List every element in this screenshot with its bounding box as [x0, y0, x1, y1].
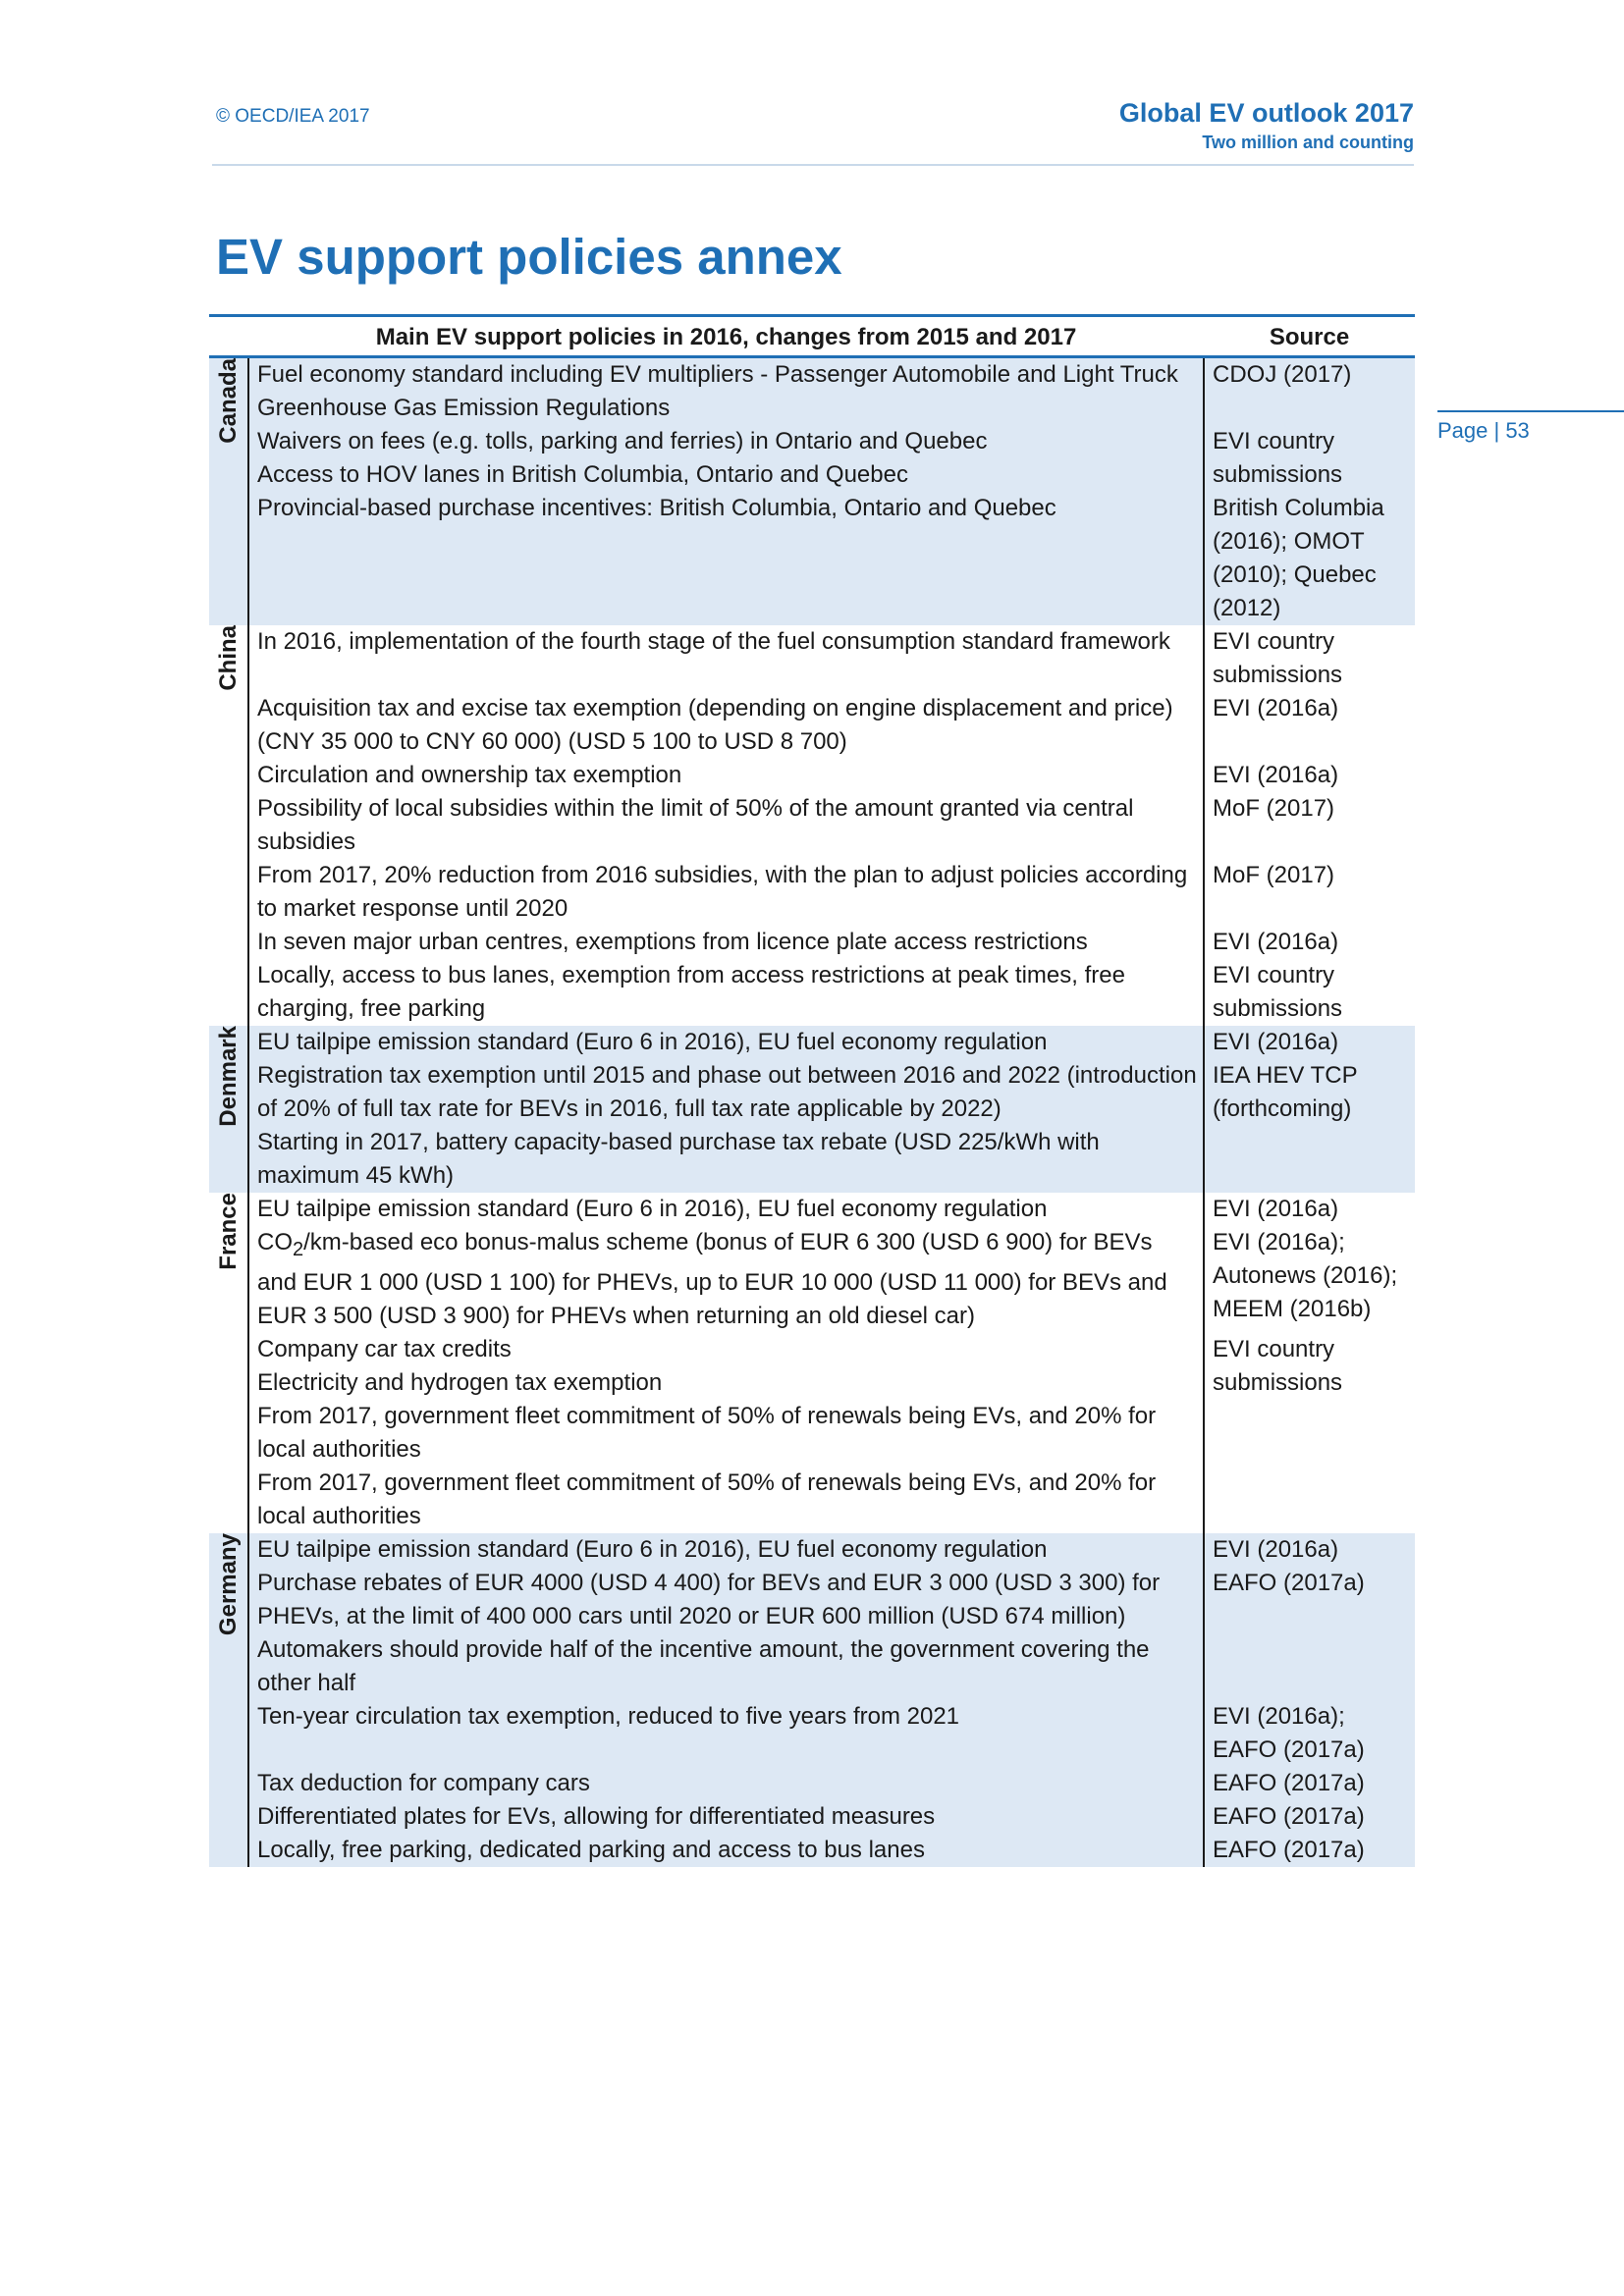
policy-cell: Waivers on fees (e.g. tolls, parking and ferries) in Ontario and Quebec [248, 425, 1204, 458]
table-header-row [209, 316, 1415, 357]
policy-subscript: 2 [293, 1238, 304, 1260]
policy-cell: From 2017, government fleet commitment of 50% of renewals being EVs, and 20% for local authorities [248, 1467, 1204, 1533]
policies-table [209, 314, 1415, 1867]
country-label: France [214, 1193, 242, 1270]
table-row [209, 1026, 1415, 1059]
table-row [209, 1800, 1415, 1834]
table-row [209, 859, 1415, 926]
policy-cell: Purchase rebates of EUR 4000 (USD 4 400) for BEVs and EUR 3 000 (USD 3 300) for PHEVs, at the limit of 400 000 cars until 2020 or EUR 600 million (USD 674 million) [248, 1567, 1204, 1633]
country-group-canada [209, 357, 1415, 626]
source-cell: MoF (2017) [1204, 859, 1415, 926]
source-cell: EVI (2016a) [1204, 1533, 1415, 1567]
source-cell: British Columbia (2016); OMOT (2010); Quebec (2012) [1204, 492, 1415, 625]
page-number: Page | 53 [1437, 418, 1530, 443]
policy-cell: Registration tax exemption until 2015 and phase out between 2016 and 2022 (introduction of 20% of full tax rate for BEVs in 2016, full tax rate applicable by 2022) [248, 1059, 1204, 1126]
table-row [209, 692, 1415, 759]
source-cell: EVI (2016a) [1204, 1026, 1415, 1059]
table-row [209, 759, 1415, 792]
copyright-notice: © OECD/IEA 2017 [216, 106, 370, 127]
page-number-box [1437, 410, 1624, 444]
policy-cell: In 2016, implementation of the fourth stage of the fuel consumption standard framework [248, 625, 1204, 692]
policy-cell: From 2017, government fleet commitment of 50% of renewals being EVs, and 20% for local authorities [248, 1400, 1204, 1467]
source-column-header: Source [1204, 316, 1415, 357]
policy-cell: In seven major urban centres, exemptions from licence plate access restrictions [248, 926, 1204, 959]
policy-cell: Circulation and ownership tax exemption [248, 759, 1204, 792]
table-row [209, 357, 1415, 426]
policy-cell: Company car tax credits [248, 1333, 1204, 1366]
table-row [209, 1333, 1415, 1366]
policy-cell: From 2017, 20% reduction from 2016 subsidies, with the plan to adjust policies according to market response until 2020 [248, 859, 1204, 926]
source-cell: EAFO (2017a) [1204, 1567, 1415, 1700]
policy-column-header: Main EV support policies in 2016, changes from 2015 and 2017 [248, 316, 1204, 357]
policy-cell: Acquisition tax and excise tax exemption (depending on engine displacement and price) (CNY 35 000 to CNY 60 000) (USD 5 100 to USD 8 700) [248, 692, 1204, 759]
page-title: EV support policies annex [216, 229, 842, 285]
country-label: Canada [214, 358, 242, 444]
policy-cell: Tax deduction for company cars [248, 1767, 1204, 1800]
report-subtitle: Two million and counting [1202, 133, 1414, 152]
country-group-denmark [209, 1026, 1415, 1193]
table-row [209, 1193, 1415, 1226]
source-cell: EVI (2016a); Autonews (2016); MEEM (2016b) [1204, 1226, 1415, 1333]
policy-text: CO [257, 1229, 293, 1255]
source-cell: CDOJ (2017) [1204, 357, 1415, 426]
table-row [209, 625, 1415, 692]
country-label: Germany [214, 1532, 242, 1635]
table-row [209, 1126, 1415, 1193]
policy-cell: Possibility of local subsidies within the limit of 50% of the amount granted via central subsidies [248, 792, 1204, 859]
table-row [209, 926, 1415, 959]
source-cell: EVI (2016a); EAFO (2017a) [1204, 1700, 1415, 1767]
source-cell: EVI (2016a) [1204, 759, 1415, 792]
table-row [209, 792, 1415, 859]
policy-cell: EU tailpipe emission standard (Euro 6 in 2016), EU fuel economy regulation [248, 1193, 1204, 1226]
table-row [209, 1533, 1415, 1567]
source-cell: IEA HEV TCP (forthcoming) [1204, 1059, 1415, 1126]
country-cell-china [209, 625, 248, 1026]
country-group-germany [209, 1533, 1415, 1867]
policy-cell: Access to HOV lanes in British Columbia, Ontario and Quebec [248, 458, 1204, 492]
country-cell-canada [209, 357, 248, 626]
source-cell: EVI country submissions [1204, 1333, 1415, 1533]
policy-cell [248, 1226, 1204, 1333]
table-row [209, 1767, 1415, 1800]
source-cell: EAFO (2017a) [1204, 1800, 1415, 1834]
header-divider [212, 164, 1414, 166]
source-cell: EVI (2016a) [1204, 1193, 1415, 1226]
source-cell: EVI (2016a) [1204, 926, 1415, 959]
policy-cell: Automakers should provide half of the incentive amount, the government covering the other half [248, 1633, 1204, 1700]
country-group-france [209, 1193, 1415, 1533]
report-title: Global EV outlook 2017 [1118, 98, 1414, 128]
country-group-china [209, 625, 1415, 1026]
source-cell: EAFO (2017a) [1204, 1834, 1415, 1867]
country-cell-denmark [209, 1026, 248, 1193]
policy-cell: Electricity and hydrogen tax exemption [248, 1366, 1204, 1400]
policy-cell: EU tailpipe emission standard (Euro 6 in 2016), EU fuel economy regulation [248, 1533, 1204, 1567]
source-cell: EVI (2016a) [1204, 692, 1415, 759]
source-cell: EAFO (2017a) [1204, 1767, 1415, 1800]
country-cell-germany [209, 1533, 248, 1867]
policy-cell: Differentiated plates for EVs, allowing for differentiated measures [248, 1800, 1204, 1834]
source-cell: EVI country submissions [1204, 625, 1415, 692]
source-cell [1204, 1126, 1415, 1193]
report-header [1119, 98, 1414, 153]
table-row [209, 959, 1415, 1026]
table-row [209, 425, 1415, 458]
policy-cell: Locally, free parking, dedicated parking and access to bus lanes [248, 1834, 1204, 1867]
policy-text: /km-based eco bonus-malus scheme (bonus of EUR 6 300 (USD 6 900) for BEVs and EUR 1 000 (USD 1 100) for PHEVs, up to EUR 10 000 (USD 11 000) for BEVs and EUR 3 500 (USD 3 900) for PHEVs when returning an old diesel car) [257, 1229, 1167, 1329]
policy-cell: Fuel economy standard including EV multipliers - Passenger Automobile and Light Truck Greenhouse Gas Emission Regulations [248, 357, 1204, 426]
table-row [209, 492, 1415, 625]
policy-cell: Locally, access to bus lanes, exemption from access restrictions at peak times, free charging, free parking [248, 959, 1204, 1026]
country-label: Denmark [214, 1026, 242, 1127]
table-row [209, 1226, 1415, 1333]
country-label: China [214, 625, 242, 691]
policy-cell: EU tailpipe emission standard (Euro 6 in 2016), EU fuel economy regulation [248, 1026, 1204, 1059]
table-row [209, 1059, 1415, 1126]
source-cell: EVI country submissions [1204, 425, 1415, 492]
policy-cell: Starting in 2017, battery capacity-based purchase tax rebate (USD 225/kWh with maximum 45 kWh) [248, 1126, 1204, 1193]
source-cell: EVI country submissions [1204, 959, 1415, 1026]
table-row [209, 1567, 1415, 1633]
country-column-header [209, 316, 248, 357]
table-row [209, 1700, 1415, 1767]
table-row [209, 1834, 1415, 1867]
policy-cell: Ten-year circulation tax exemption, reduced to five years from 2021 [248, 1700, 1204, 1767]
source-cell: MoF (2017) [1204, 792, 1415, 859]
policy-cell: Provincial-based purchase incentives: British Columbia, Ontario and Quebec [248, 492, 1204, 625]
country-cell-france [209, 1193, 248, 1533]
